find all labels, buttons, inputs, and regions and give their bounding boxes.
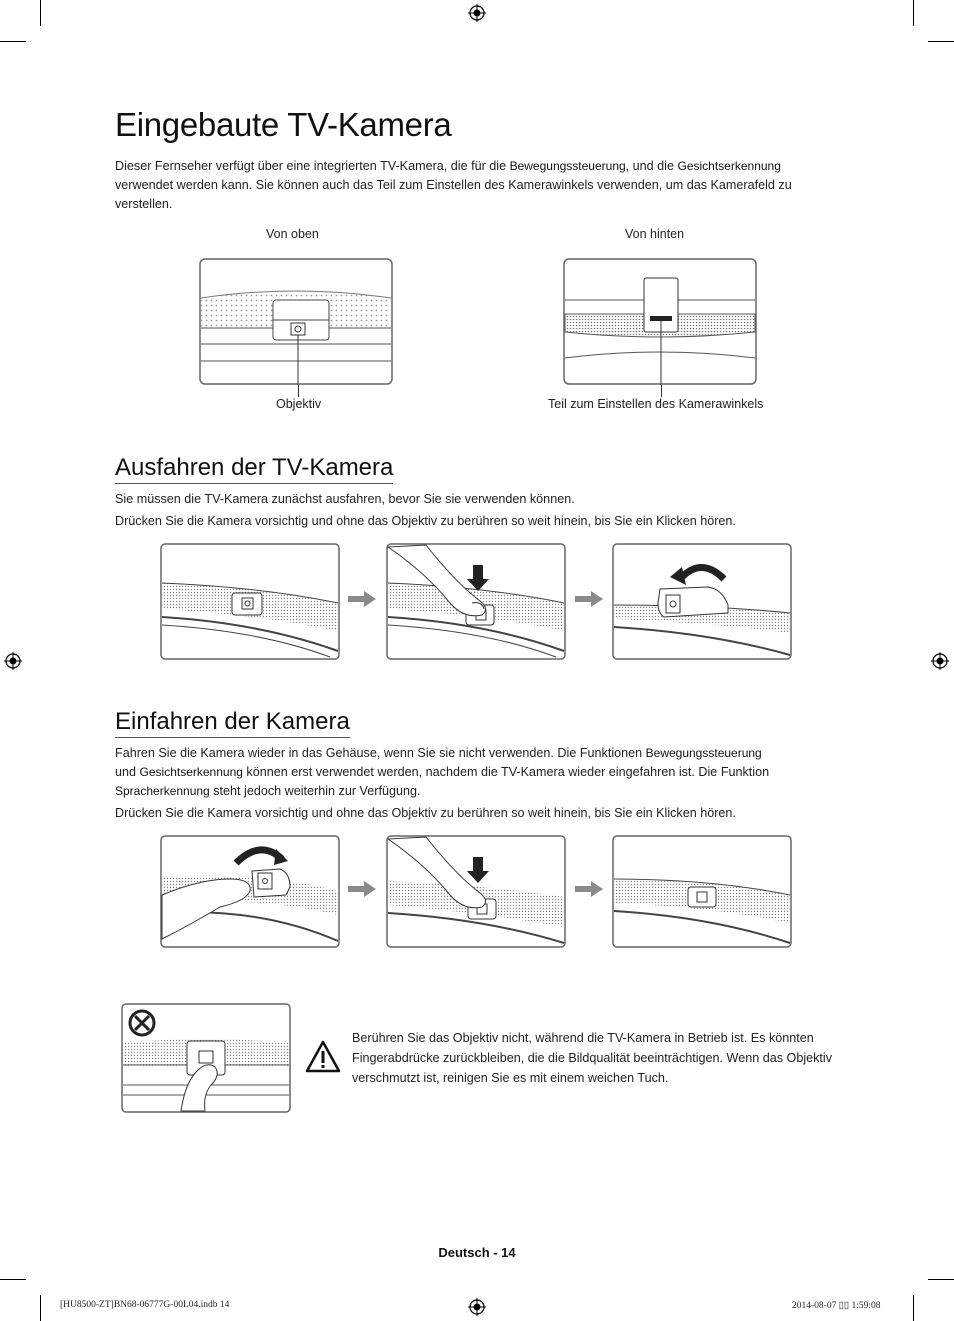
crop-mark [0,1279,26,1280]
arrow-right-icon [348,881,376,897]
extend-step-3-illustration [612,543,792,660]
crop-mark [928,41,954,42]
callout-line [661,385,662,397]
callout-line [298,385,299,397]
camera-top-view-illustration [199,258,393,385]
page-number: Deutsch - 14 [438,1245,516,1260]
callout-angle-adjuster: Teil zum Einstellen des Kamerawinkels [548,397,764,411]
retract-paragraph-1: Fahren Sie die Kamera wieder in das Gehäuse, wenn Sie sie nicht verwenden. Die Funktionen Bewegungssteuerung und Gesichtserkennung können erst verwendet werden, nachdem die TV-Kamera wieder eingefahren ist. Die Funktion Spracherkennung steht jedoch weiterhin zur Verfügung. [115,746,770,798]
keyword-motion-control: Bewegungssteuerung [509,159,626,173]
keyword-voice-recognition: Spracherkennung [115,784,210,798]
intro-paragraph: Dieser Fernseher verfügt über eine integrierten TV-Kamera, die für die Bewegungssteuerung, und die Gesichtserkennung verwendet werden kann. Sie können auch das Teil zum Einstellen des Kamerawinkels verwenden, um das Kamerafeld zu verstellen. [115,159,792,211]
extend-step-2-illustration [386,543,566,660]
retract-step-2-illustration [386,835,566,948]
section-title-extend: Ausfahren der TV-Kamera [115,453,393,484]
do-not-touch-lens-illustration [121,1003,291,1113]
crop-mark [40,1295,41,1321]
crop-mark [40,0,41,26]
warning-triangle-icon [305,1040,341,1073]
retract-step-3-illustration [612,835,792,948]
callout-lens: Objektiv [276,397,322,411]
crop-mark [913,1295,914,1321]
keyword-motion-control: Bewegungssteuerung [645,746,762,760]
print-slug-right: 2014-08-07 ▯▯ 1:59:08 [792,1301,881,1311]
retract-step-1-illustration [160,835,340,948]
arrow-right-icon [575,881,603,897]
warning-text: Berühren Sie das Objektiv nicht, während die TV-Kamera in Betrieb ist. Es könnten Fingerabdrücke zurückbleiben, die die Bildqualität beeinträchtigen. Wenn das Objektiv verschmutzt ist, reinigen Sie es mit einem weichen Tuch. [352,1031,833,1085]
registration-mark-icon [468,1298,486,1316]
keyword-face-recognition: Gesichtserkennung [677,159,781,173]
figure-heading-rear-view: Von hinten [625,227,685,241]
crop-mark [0,41,26,42]
extend-paragraph-1: Sie müssen die TV-Kamera zunächst ausfahren, bevor Sie sie verwenden können. [115,492,575,506]
registration-mark-icon [931,652,949,670]
figure-heading-top-view: Von oben [266,227,319,241]
section-title-retract: Einfahren der Kamera [115,707,350,738]
registration-mark-icon [468,4,486,22]
crop-mark [913,0,914,26]
extend-paragraph-2: Drücken Sie die Kamera vorsichtig und ohne das Objektiv zu berühren so weit hinein, bis Sie ein Klicken hören. [115,514,736,528]
page-title: Eingebaute TV-Kamera [115,106,452,143]
print-slug-left: [HU8500-ZT]BN68-06777G-00L04.indb 14 [60,1300,230,1310]
camera-rear-view-illustration [563,258,757,385]
keyword-face-recognition: Gesichtserkennung [139,765,243,779]
registration-mark-icon [4,652,22,670]
retract-paragraph-2: Drücken Sie die Kamera vorsichtig und ohne das Objektiv zu berühren so weit hinein, bis Sie ein Klicken hören. [115,806,736,820]
extend-step-1-illustration [160,543,340,660]
arrow-right-icon [575,591,603,607]
crop-mark [928,1279,954,1280]
arrow-right-icon [348,591,376,607]
